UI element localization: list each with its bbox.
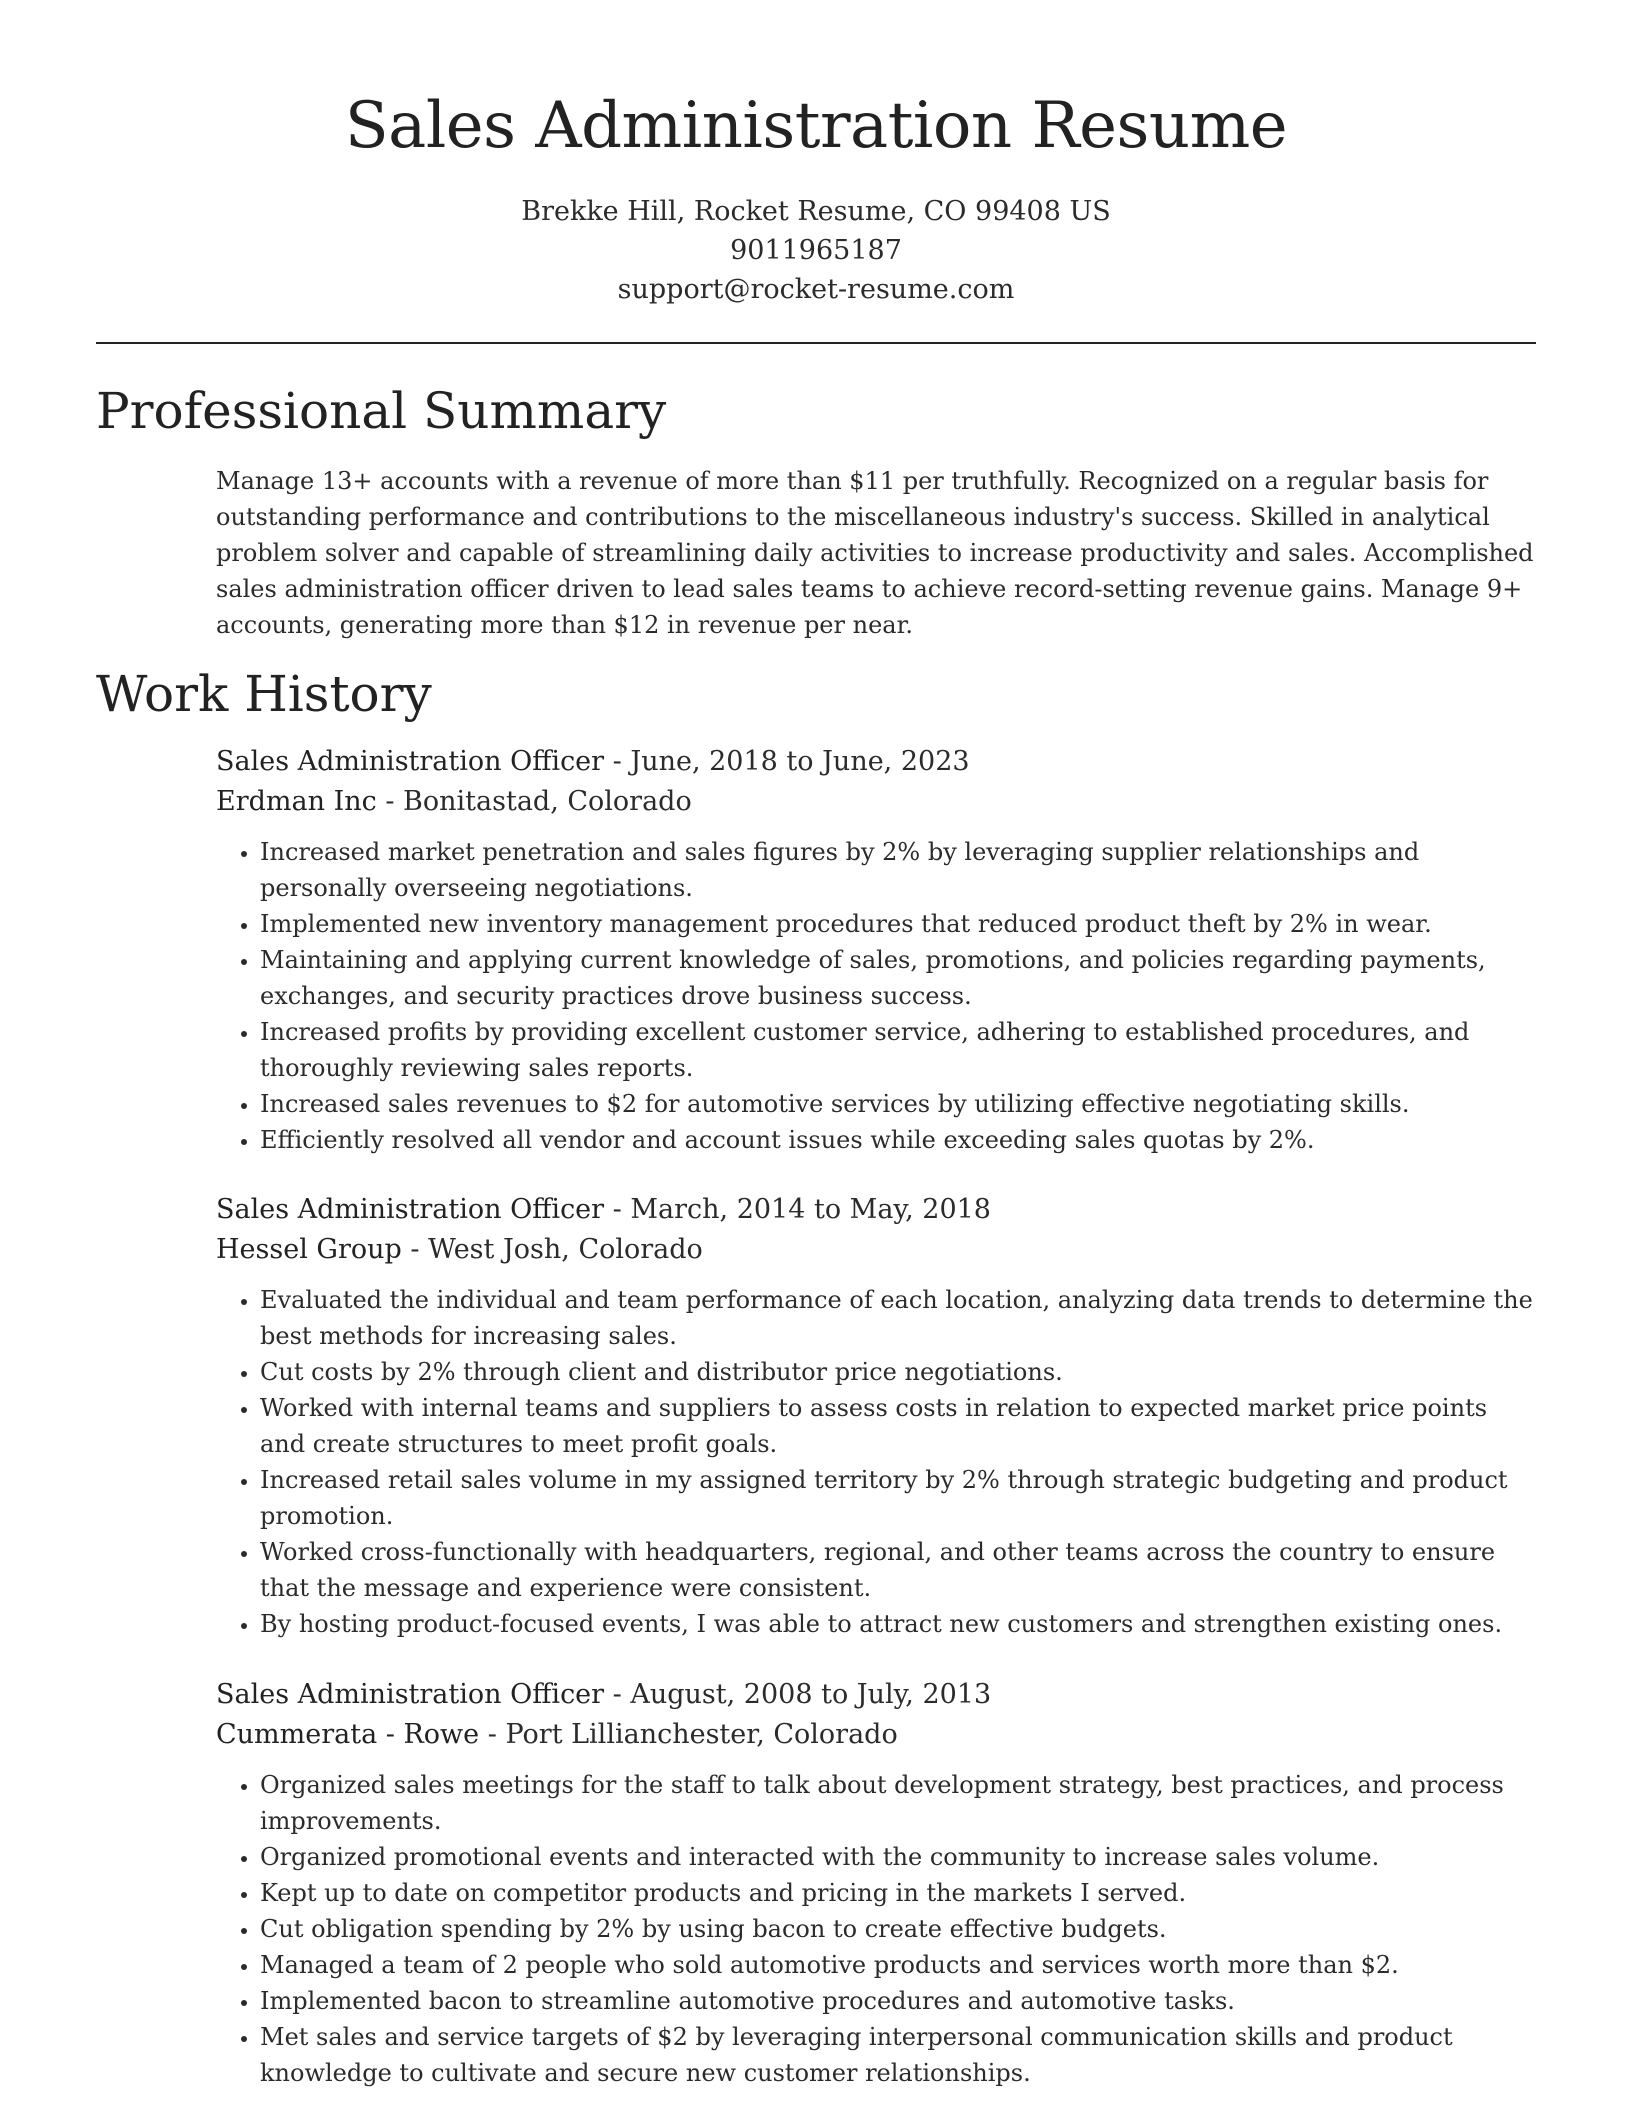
separator: - — [479, 1719, 506, 1750]
contact-info — [0, 192, 1632, 309]
job-company-line — [216, 1715, 1536, 1755]
separator: - — [604, 746, 631, 777]
header-divider — [96, 342, 1536, 344]
bullet-item: • Worked cross-functionally with headquarters, regional, and other teams across the country to ensure that the message and experience were consistent. — [260, 1534, 1536, 1606]
phone-number: 9011965187 — [730, 235, 902, 266]
job-company-line — [216, 782, 1536, 822]
job-title: Sales Administration Officer — [216, 1679, 605, 1710]
job-entry — [216, 1675, 1536, 2091]
separator: - — [604, 1679, 631, 1710]
page-title: Sales Administration Resume — [344, 89, 1288, 163]
address: Brekke Hill, Rocket Resume, CO 99408 US — [521, 196, 1111, 227]
bullet-item: • Implemented new inventory management procedures that reduced product theft by 2% in wear. — [260, 906, 1536, 942]
bullet-item: • Worked with internal teams and suppliers to assess costs in relation to expected market price points and create structures to meet profit goals. — [260, 1390, 1536, 1462]
bullet-item: • Maintaining and applying current knowledge of sales, promotions, and policies regarding payments, exchanges, and security practices drove business success. — [260, 942, 1536, 1014]
bullet-item: • Cut costs by 2% through client and distributor price negotiations. — [260, 1354, 1536, 1390]
job-entry — [216, 1190, 1536, 1642]
job-title-line — [216, 1190, 1536, 1230]
bullet-item: • Organized sales meetings for the staff to talk about development strategy, best practices, and process improvements. — [260, 1767, 1536, 1839]
job-dates: March, 2014 to May, 2018 — [630, 1194, 991, 1225]
bullet-item: • Implemented bacon to streamline automotive procedures and automotive tasks. — [260, 1983, 1536, 2019]
job-dates: August, 2008 to July, 2013 — [630, 1679, 992, 1710]
email-address: support@rocket-resume.com — [617, 274, 1015, 305]
separator: - — [604, 1194, 631, 1225]
bullet-item: • Cut obligation spending by 2% by using bacon to create effective budgets. — [260, 1911, 1536, 1947]
job-location: Bonitastad, Colorado — [403, 786, 692, 817]
job-location: Port Lillianchester, Colorado — [505, 1719, 898, 1750]
company-name: Hessel Group — [216, 1234, 402, 1265]
separator: - — [376, 786, 404, 817]
summary-text: Manage 13+ accounts with a revenue of more than $11 per truthfully. Recognized on a regular basis for outstanding performance and contributions to the miscellaneous industry's success. Skilled in analytical problem solver and capable of streamlining daily activities to increase productivity and sales. Accomplished sales administration officer driven to lead sales teams to achieve record-setting revenue gains. Manage 9+ accounts, generating more than $12 in revenue per near. — [216, 467, 1534, 639]
bullet-item: • Increased profits by providing excellent customer service, adhering to established procedures, and thoroughly reviewing sales reports. — [260, 1014, 1536, 1086]
bullet-item: • Efficiently resolved all vendor and account issues while exceeding sales quotas by 2%. — [260, 1122, 1536, 1158]
job-dates: June, 2018 to June, 2023 — [630, 746, 970, 777]
job-bullets — [216, 1282, 1536, 1642]
separator: - — [401, 1234, 429, 1265]
company-name: Cummerata - Rowe — [216, 1719, 480, 1750]
bullet-item: • Kept up to date on competitor products and pricing in the markets I served. — [260, 1875, 1536, 1911]
bullet-item: • Increased retail sales volume in my assigned territory by 2% through strategic budgeting and product promotion. — [260, 1462, 1536, 1534]
job-bullets — [216, 1767, 1536, 2091]
bullet-item: • Evaluated the individual and team performance of each location, analyzing data trends to determine the best methods for increasing sales. — [260, 1282, 1536, 1354]
bullet-item: • By hosting product-focused events, I was able to attract new customers and strengthen existing ones. — [260, 1606, 1536, 1642]
job-bullets — [216, 834, 1536, 1158]
bullet-item: • Managed a team of 2 people who sold automotive products and services worth more than $2. — [260, 1947, 1536, 1983]
summary-heading: Professional Summary — [96, 382, 667, 440]
company-name: Erdman Inc — [216, 786, 377, 817]
job-location: West Josh, Colorado — [428, 1234, 703, 1265]
job-entry — [216, 742, 1536, 1158]
job-title: Sales Administration Officer — [216, 746, 605, 777]
work-history-heading: Work History — [96, 665, 432, 723]
bullet-item: • Organized promotional events and interacted with the community to increase sales volume. — [260, 1839, 1536, 1875]
bullet-item: • Increased sales revenues to $2 for automotive services by utilizing effective negotiating skills. — [260, 1086, 1536, 1122]
job-title-line — [216, 1675, 1536, 1715]
bullet-item: • Increased market penetration and sales figures by 2% by leveraging supplier relationships and personally overseeing negotiations. — [260, 834, 1536, 906]
bullet-item: • Met sales and service targets of $2 by leveraging interpersonal communication skills and product knowledge to cultivate and secure new customer relationships. — [260, 2019, 1536, 2091]
job-title: Sales Administration Officer — [216, 1194, 605, 1225]
job-company-line — [216, 1230, 1536, 1270]
job-title-line — [216, 742, 1536, 782]
